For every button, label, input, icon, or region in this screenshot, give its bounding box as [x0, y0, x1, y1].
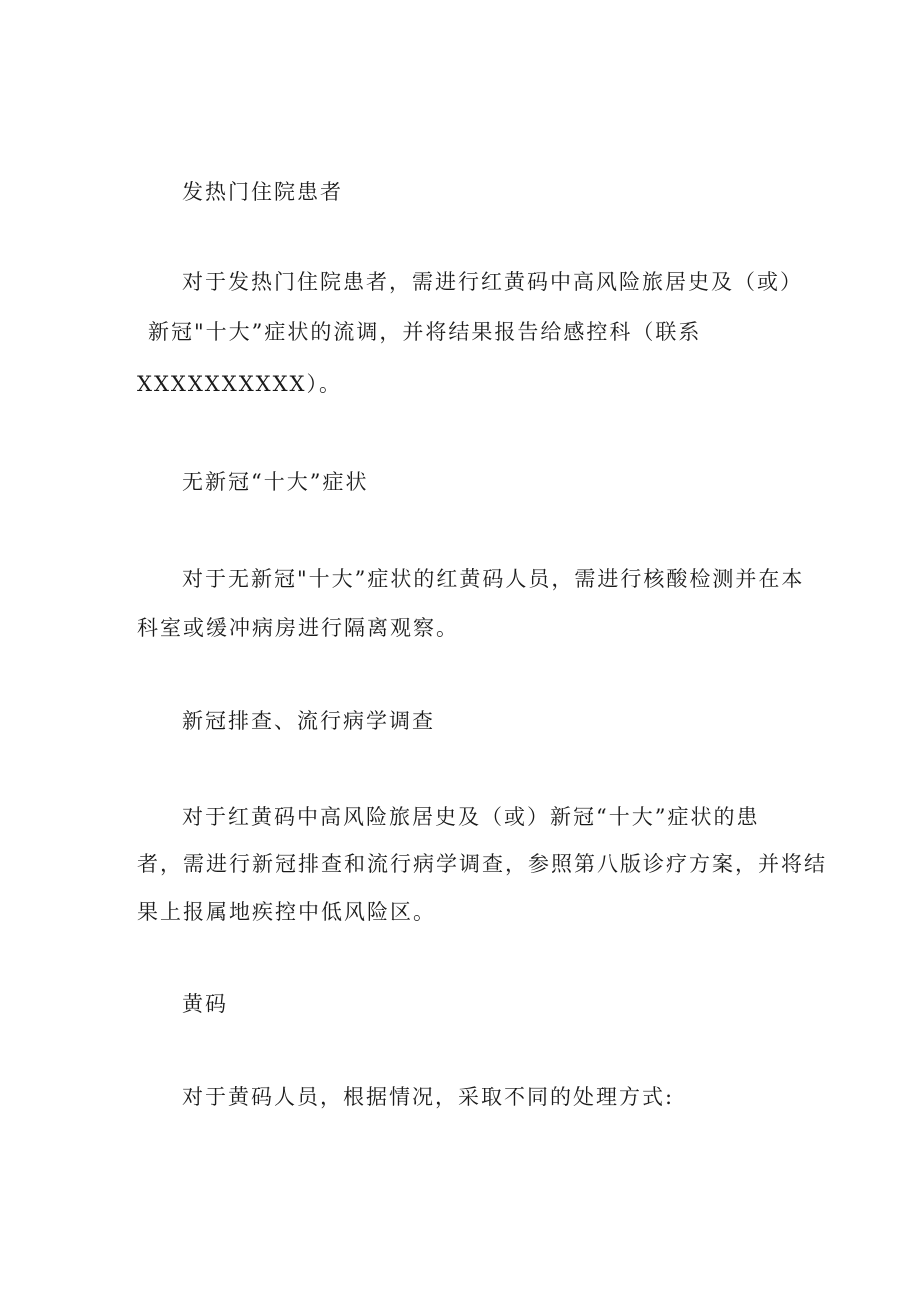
- paragraph-line: 对于无新冠"十大”症状的红黄码人员，需进行核酸检测并在本: [182, 567, 805, 591]
- paragraph-line: XXXXXXXXXX）。: [137, 372, 343, 396]
- paragraph-line: 对于发热门住院患者，需进行红黄码中高风险旅居史及（或）: [182, 270, 803, 294]
- paragraph-line: 新冠"十大”症状的流调，并将结果报告给感控科（联系: [148, 320, 702, 344]
- section-heading: 无新冠“十大”症状: [182, 470, 369, 494]
- paragraph-line: 对于黄码人员，根据情况，采取不同的处理方式:: [182, 1085, 675, 1109]
- paragraph-line: 科室或缓冲病房进行隔离观察。: [137, 616, 459, 640]
- section-heading: 新冠排查、流行病学调查: [182, 709, 435, 733]
- paragraph-line: 者，需进行新冠排查和流行病学调查，参照第八版诊疗方案，并将结: [137, 852, 827, 876]
- paragraph-line: 果上报属地疾控中低风险区。: [137, 900, 436, 924]
- section-heading: 黄码: [182, 992, 228, 1016]
- paragraph-line: 对于红黄码中高风险旅居史及（或）新冠“十大”症状的患: [182, 805, 760, 829]
- section-heading: 发热门住院患者: [182, 180, 343, 204]
